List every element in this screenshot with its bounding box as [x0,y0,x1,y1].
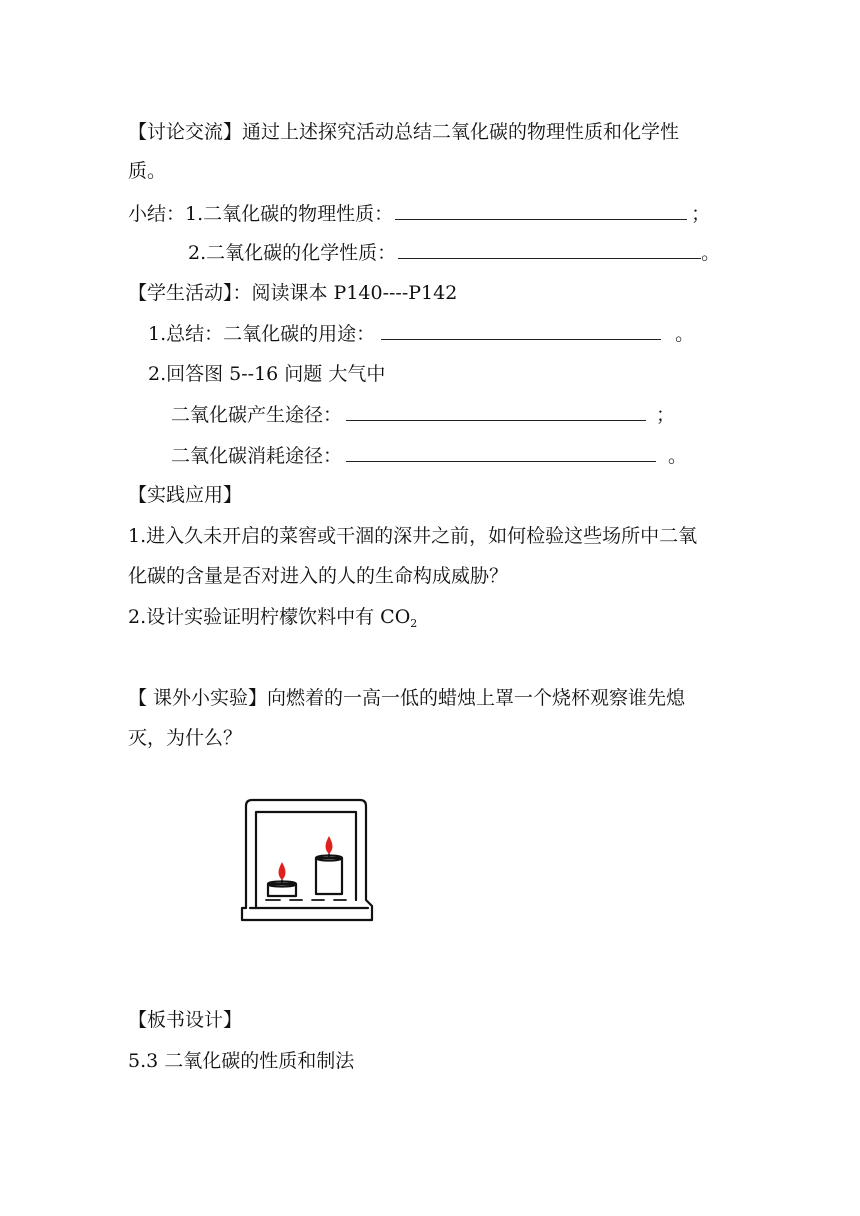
extra-experiment-line-1 [128,686,685,710]
board-heading: 【板书设计】 [128,1009,243,1031]
board-title: 5.3 二氧化碳的性质和制法 [128,1050,355,1072]
chemical-property-blank[interactable] [398,240,701,259]
practice-q1-line-2: 化碳的含量是否对进入的人的生命构成威胁？ [128,565,509,587]
uses-blank[interactable] [381,321,661,340]
summary-item-2 [188,240,720,264]
tall-candle-flame [326,836,333,854]
practice-q2-text: 2.设计实验证明柠檬饮料中有 CO [128,606,411,628]
discussion-line-2: 质。 [128,160,167,182]
discussion-line-1 [128,120,679,144]
summary-lead: 小结： [128,203,186,225]
practice-q1-line-1: 1.进入久未开启的菜窖或干涸的深井之前，如何检验这些场所中二氧 [128,525,698,547]
student-activity-heading: 【学生活动】：阅读课本 P140----P142 [128,282,458,304]
beaker-over-candles-icon [236,796,376,931]
co2-source-label: 二氧化碳产生途径： [171,404,343,426]
extra-experiment-tag: 【 课外小实验】 [128,687,268,709]
co2-sink-blank[interactable] [346,443,656,462]
short-candle-flame [279,862,286,880]
co2-source-line [171,402,675,426]
physical-property-blank[interactable] [395,201,687,220]
beaker-outer [242,800,372,920]
discussion-tag: 【讨论交流】 [128,121,243,143]
student-activity-item-1 [148,321,694,345]
summary-item-1-label: 1.二氧化碳的物理性质： [185,203,394,225]
co2-sink-label: 二氧化碳消耗途径： [171,445,343,467]
co2-source-end: ； [656,404,676,426]
summary-item-1 [128,201,710,225]
discussion-text: 通过上述探究活动总结二氧化碳的物理性质和化学性 [242,121,680,143]
summary-item-2-label: 2.二氧化碳的化学性质： [188,242,397,264]
extra-experiment-line-2: 灭，为什么？ [128,727,243,749]
practice-heading: 【实践应用】 [128,484,243,506]
uses-end: 。 [675,323,695,345]
co2-subscript: 2 [410,617,418,630]
tall-candle [316,858,342,894]
uses-label: 1.总结：二氧化碳的用途： [148,323,376,345]
co2-sink-end: 。 [668,445,688,467]
practice-q2 [128,605,417,629]
student-activity-item-2: 2.回答图 5--16 问题 大气中 [148,363,386,385]
co2-sink-line [171,443,687,467]
summary-item-1-end: ； [691,203,711,225]
co2-source-blank[interactable] [346,402,646,421]
extra-experiment-text: 向燃着的一高一低的蜡烛上罩一个烧杯观察谁先熄 [267,687,686,709]
summary-item-2-end: 。 [701,242,721,264]
